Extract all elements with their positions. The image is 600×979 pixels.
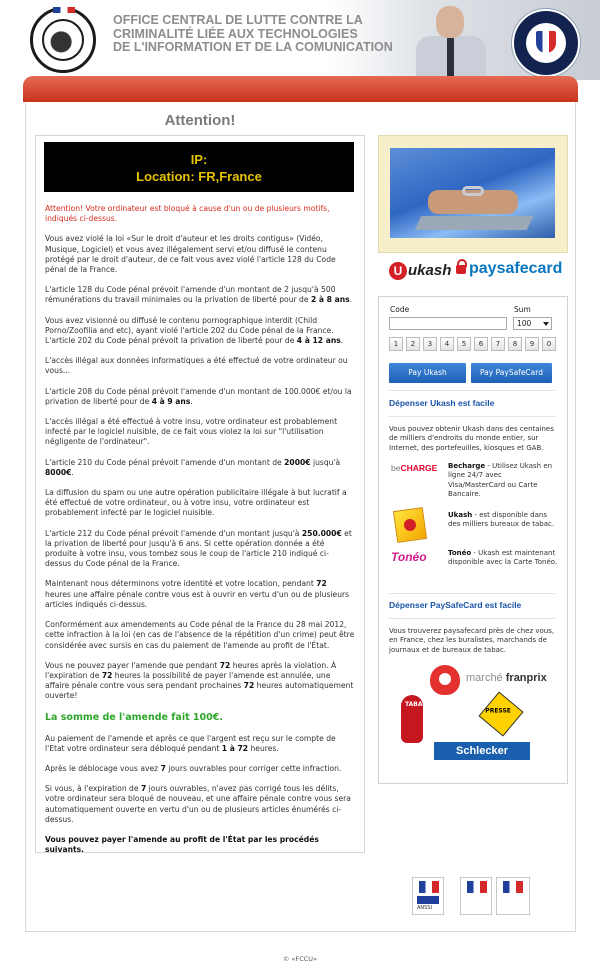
keypad-key[interactable]: 7 [491, 337, 505, 351]
anssi-emblem [412, 877, 444, 915]
ukash-logo: U ukash [389, 262, 451, 280]
paragraph: Vous ne pouvez payer l'amende que pendant 72 heures après la violation. À l'expiration de 72 heures la possibilité de payer l'amende est annulée, une affaire pénale contre vous sera pendant prochaines 72 heures automatiquement ouverte! [45, 660, 354, 701]
toneo-logo: Tonéo [391, 550, 427, 564]
ukash-info-title: Dépenser Ukash est facile [389, 398, 495, 408]
keypad-key[interactable]: 6 [474, 337, 488, 351]
psc-info-text: Vous trouverez paysafecard près de chez vous, en France, chez les buralistes, marchands de journaux et de bureaux de tabac. [389, 627, 555, 654]
header-title-line: CRIMINALITÉ LIÉE AUX TECHNOLOGIES [113, 26, 358, 41]
ip-location-box [44, 142, 354, 192]
paysafecard-logo: paysafecard [456, 260, 562, 278]
header [0, 0, 600, 80]
keypad-key[interactable]: 8 [508, 337, 522, 351]
divider [389, 390, 555, 391]
paragraph: Vous avez violé la loi «Sur le droit d'auteur et les droits contigus» (Vidéo, Musique, Logiciel) et vous avez illégalement servi et/ou diffusé le contenu protégé par le droit d'auteur, de ce fait vous avez violé l'article 128 du Code pénal de la France. [45, 234, 336, 275]
divider [389, 593, 555, 594]
message-text [45, 204, 355, 865]
divider [389, 416, 555, 417]
franprix-icon [430, 665, 460, 695]
paragraph: L'article 208 du Code pénal prévoit l'amende d'un montant de 100.000€ et/ou la privation de liberté pour de 4 à 9 ans. [45, 386, 352, 406]
copyright: © «FCCU» [282, 955, 318, 963]
paragraph: L'accès illégal a été effectué à votre insu, votre ordinateur est probablement infecté par le logiciel nuisible, de ce fait vous violez la loi sur "l'utilisation négligente de l'ordinateur". [45, 417, 338, 447]
paragraph: Si vous, à l'expiration de 7 jours ouvrables, n'avez pas corrigé tous les délits, votre ordinateur sera bloqué de nouveau, et une affaire pénale contre vous sera automatiquement ouverte en vertu d'un ou de plusieurs articles énumérés ci-dessus. [45, 784, 351, 824]
chevron-down-icon [543, 322, 549, 326]
anssi-label: ANSSI [417, 905, 432, 911]
location-label: Location: FR,France [136, 169, 262, 184]
paragraph: L'accès illégal aux données informatiques a été effectué de votre ordinateur ou vous... [45, 356, 348, 376]
keypad-key[interactable]: 1 [389, 337, 403, 351]
code-input[interactable] [389, 317, 507, 330]
paragraph: L'article 128 du Code pénal prévoit l'amende d'un montant de 2 jusqu'à 500 rémunérations du travail minimales ou la privation de liberté pour de 2 à 8 ans. [45, 285, 353, 305]
sum-select-value: 100 [517, 319, 532, 328]
keypad-key[interactable]: 4 [440, 337, 454, 351]
ukash-info-text: Vous pouvez obtenir Ukash dans des centaines de milliers d'endroits du monde entier, sur Internet, des portefeuilles, kiosques et GAB. [389, 425, 554, 452]
paragraph: Après le déblocage vous avez 7 jours ouvrables pour corriger cette infraction. [45, 763, 342, 773]
french-flag-icon [467, 881, 487, 893]
header-red-bar [23, 76, 578, 102]
toneo-text: Tonéo - Ukash est maintenant disponible avec la Carte Tonéo. [448, 549, 558, 567]
franprix-logo: marché franprix [466, 672, 547, 684]
keypad-key[interactable]: 2 [406, 337, 420, 351]
paragraph: Au paiement de l'amende et après ce que l'argent est reçu sur le compte de l'Etat votre ordinateur sera débloqué pendant 1 à 72 heures. [45, 733, 336, 753]
paragraph: Maintenant nous déterminons votre identité et votre location, pendant 72 heures une affaire pénale contre vous est à ouvrir en vertu d'un ou de plusieurs articles indiqués ci-dessus. [45, 579, 350, 609]
header-title [113, 13, 393, 55]
header-title-line: DE L'INFORMATION ET DE LA COMUNICATION [113, 40, 393, 54]
french-flag-icon [419, 881, 439, 893]
warning-text: Attention! Votre ordinateur est bloqué à cause d'un ou de plusieurs motifs, indiqués ci-dessus. [45, 204, 330, 224]
code-label: Code [390, 305, 410, 314]
keypad-key[interactable]: 5 [457, 337, 471, 351]
tabac-sign-icon: TABAC [401, 695, 423, 743]
keypad-key[interactable]: 3 [423, 337, 437, 351]
paragraph: Conformément aux amendements au Code pénal de la France du 28 mai 2012, cette infraction à la loi (en cas de l'absence de la répétition d'un crime) peut être considérée avec sursis en cas du paiement de l'amende au profit de l'État. [45, 620, 355, 650]
header-title-line: OFFICE CENTRAL DE LUTTE CONTRE LA [113, 13, 363, 27]
presse-sign-icon: PRESSE [478, 691, 523, 736]
fine-amount: La somme de l'amende fait 100€. [45, 711, 223, 723]
becharge-text: Becharge - Utilisez Ukash en ligne 24/7 avec Visa/MasterCard ou Carte Bancaire. [448, 462, 553, 499]
schlecker-logo: Schlecker [434, 742, 530, 760]
ip-label: IP: [190, 152, 208, 167]
police-nationale-seal-icon [30, 7, 96, 73]
oclctic-emblem-icon [512, 9, 580, 77]
becharge-logo: beCHARGE [391, 463, 438, 473]
paragraph: L'article 212 du Code pénal prévoit l'amende d'un montant jusqu'à 250.000€ et la privation de liberté pour jusqu'à 6 ans. Si cette opération donnée a été produite à votre insu, vous tombez sous le coup de l'article 210 indiqué ci-dessus du Code pénal de la France. [45, 528, 352, 569]
page-title: Attention! [164, 112, 236, 129]
ukash-card-icon [393, 507, 427, 543]
french-flag-icon [503, 881, 523, 893]
ministry-emblem [496, 877, 530, 915]
keypad [389, 337, 552, 353]
paragraph: L'article 210 du Code pénal prévoit l'amende d'un montant de 2000€ jusqu'à 8000€. [45, 457, 341, 477]
paragraph: Vous avez visionné ou diffusé le contenu pornographique interdit (Child Porno/Zoofilia and etc), ayant violé l'article 202 du Code pénal de la France. L'article 202 du Code pénal prévoit la privation de liberté pour de 4 à 12 ans. [45, 315, 344, 346]
officer-photo [408, 2, 492, 80]
keypad-key[interactable]: 9 [525, 337, 539, 351]
sum-select[interactable] [513, 317, 552, 330]
sum-label: Sum [514, 305, 531, 314]
republic-emblem [460, 877, 492, 915]
payment-instruction: Vous pouvez payer l'amende au profit de l'État par les procédés suivants. [45, 834, 319, 855]
handcuffs-photo [390, 148, 555, 238]
ukash-text: Ukash - est disponible dans des milliers bureaux de tabac. [448, 511, 555, 529]
pay-ukash-button[interactable]: Pay Ukash [389, 363, 466, 383]
divider [389, 618, 555, 619]
paragraph: La diffusion du spam ou une autre opération publicitaire illégale à but lucratif a été effectué de votre ordinateur, ou à votre insu, votre ordinateur est probablement infecté par le logiciel nuisible. [45, 488, 347, 518]
lock-icon [456, 265, 466, 274]
keypad-key[interactable]: 0 [542, 337, 556, 351]
psc-info-title: Dépenser PaySafeCard est facile [389, 600, 522, 610]
pay-paysafecard-button[interactable]: Pay PaySafeCard [471, 363, 552, 383]
